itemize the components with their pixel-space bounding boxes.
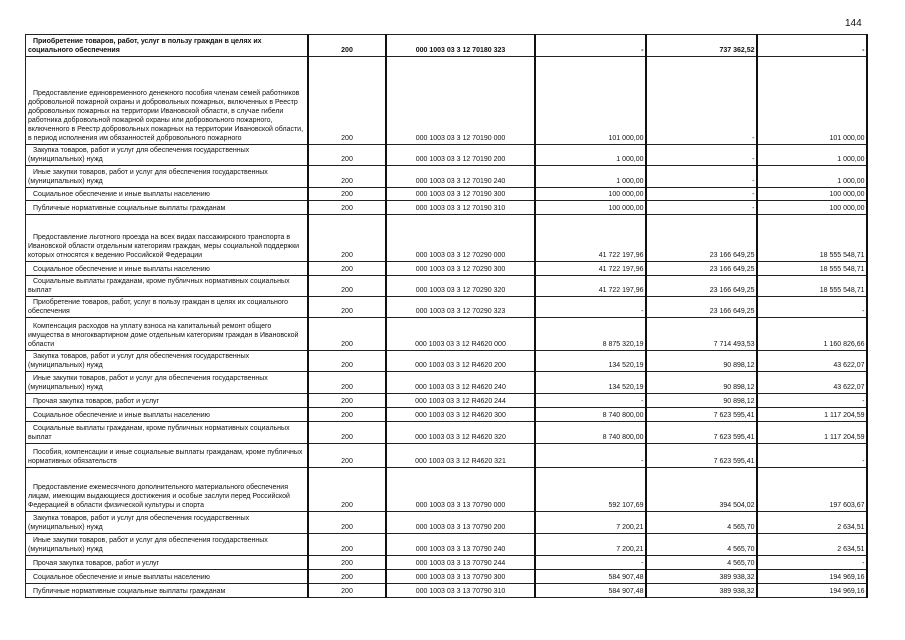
- row-approved: 134 520,19: [535, 372, 646, 394]
- row-budget-code: 000 1003 03 3 13 70790 310: [386, 584, 535, 598]
- row-description: Иные закупки товаров, работ и услуг для обеспечения государственных (муниципальных) нужд: [26, 166, 308, 188]
- row-unexecuted: 18 555 548,71: [757, 262, 867, 276]
- row-approved: 1 000,00: [535, 145, 646, 166]
- row-executed: 90 898,12: [646, 372, 757, 394]
- row-unexecuted: -: [757, 394, 867, 408]
- budget-table: [25, 34, 868, 598]
- row-line-code: 200: [308, 201, 386, 215]
- row-line-code: 200: [308, 276, 386, 297]
- row-line-code: 200: [308, 35, 386, 57]
- row-description: Прочая закупка товаров, работ и услуг: [26, 394, 308, 408]
- row-approved: 584 907,48: [535, 584, 646, 598]
- row-line-code: 200: [308, 145, 386, 166]
- table-row: [26, 570, 867, 584]
- row-line-code: 200: [308, 351, 386, 372]
- row-unexecuted: 43 622,07: [757, 351, 867, 372]
- table-row: [26, 276, 867, 297]
- row-description: Социальное обеспечение и иные выплаты населению: [26, 570, 308, 584]
- row-budget-code: 000 1003 03 3 12 70190 310: [386, 201, 535, 215]
- row-executed: 4 565,70: [646, 534, 757, 556]
- row-approved: 100 000,00: [535, 201, 646, 215]
- row-unexecuted: 194 969,16: [757, 584, 867, 598]
- table-row: [26, 201, 867, 215]
- row-unexecuted: 2 634,51: [757, 512, 867, 534]
- row-unexecuted: 194 969,16: [757, 570, 867, 584]
- row-line-code: 200: [308, 262, 386, 276]
- row-description: Предоставление ежемесячного дополнительного материального обеспечения лицам, имеющим выдающиеся достижения и особые заслуги перед Российской Федерацией в области физической культуры и спорта: [26, 468, 308, 512]
- row-budget-code: 000 1003 03 3 12 R4620 244: [386, 394, 535, 408]
- table-row: [26, 188, 867, 201]
- row-description: Предоставление единовременного денежного пособия членам семей работников добровольной пожарной охраны и добровольных пожарных, включенных в Реестр добровольных пожарных на территории Ивановской области, в случае гибели работника добровольной пожарной охраны или добровольного пожарного, включенного в Реестр добровольных пожарных на территории Ивановской области, в период исполнения им обязанностей добровольного пожарного: [26, 57, 308, 145]
- row-approved: -: [535, 444, 646, 468]
- row-executed: 23 166 649,25: [646, 215, 757, 262]
- row-description: Социальное обеспечение и иные выплаты населению: [26, 188, 308, 201]
- row-budget-code: 000 1003 03 3 12 R4620 200: [386, 351, 535, 372]
- table-row: [26, 372, 867, 394]
- row-unexecuted: 1 117 204,59: [757, 422, 867, 444]
- row-executed: 7 623 595,41: [646, 408, 757, 422]
- row-budget-code: 000 1003 03 3 12 R4620 000: [386, 318, 535, 351]
- row-line-code: 200: [308, 318, 386, 351]
- row-executed: 23 166 649,25: [646, 262, 757, 276]
- row-description: Социальные выплаты гражданам, кроме публичных нормативных социальных выплат: [26, 422, 308, 444]
- table-row: [26, 534, 867, 556]
- row-unexecuted: -: [757, 444, 867, 468]
- row-line-code: 200: [308, 512, 386, 534]
- row-approved: -: [535, 297, 646, 318]
- table-row: [26, 318, 867, 351]
- row-description: Приобретение товаров, работ, услуг в пользу граждан в целях их социального обеспечения: [26, 297, 308, 318]
- table-row: [26, 145, 867, 166]
- row-executed: -: [646, 188, 757, 201]
- row-approved: 1 000,00: [535, 166, 646, 188]
- row-approved: -: [535, 394, 646, 408]
- row-description: Приобретение товаров, работ, услуг в пользу граждан в целях их социального обеспечения: [26, 35, 308, 57]
- row-executed: 389 938,32: [646, 584, 757, 598]
- row-unexecuted: -: [757, 556, 867, 570]
- row-approved: 41 722 197,96: [535, 276, 646, 297]
- row-line-code: 200: [308, 394, 386, 408]
- row-line-code: 200: [308, 215, 386, 262]
- row-unexecuted: 18 555 548,71: [757, 215, 867, 262]
- table-row: [26, 444, 867, 468]
- row-budget-code: 000 1003 03 3 13 70790 300: [386, 570, 535, 584]
- row-description: Публичные нормативные социальные выплаты гражданам: [26, 201, 308, 215]
- row-description: Закупка товаров, работ и услуг для обеспечения государственных (муниципальных) нужд: [26, 145, 308, 166]
- row-approved: 584 907,48: [535, 570, 646, 584]
- row-executed: 389 938,32: [646, 570, 757, 584]
- row-executed: 90 898,12: [646, 351, 757, 372]
- row-executed: 23 166 649,25: [646, 297, 757, 318]
- row-budget-code: 000 1003 03 3 12 70290 323: [386, 297, 535, 318]
- row-approved: 41 722 197,96: [535, 262, 646, 276]
- row-line-code: 200: [308, 166, 386, 188]
- row-description: Иные закупки товаров, работ и услуг для обеспечения государственных (муниципальных) нужд: [26, 534, 308, 556]
- row-line-code: 200: [308, 372, 386, 394]
- row-unexecuted: 1 160 826,66: [757, 318, 867, 351]
- table-row: [26, 512, 867, 534]
- row-executed: -: [646, 201, 757, 215]
- table-row: [26, 422, 867, 444]
- row-approved: -: [535, 556, 646, 570]
- row-budget-code: 000 1003 03 3 12 R4620 240: [386, 372, 535, 394]
- table-row: [26, 215, 867, 262]
- row-line-code: 200: [308, 422, 386, 444]
- table-row: [26, 166, 867, 188]
- row-budget-code: 000 1003 03 3 12 R4620 320: [386, 422, 535, 444]
- row-approved: 134 520,19: [535, 351, 646, 372]
- row-line-code: 200: [308, 534, 386, 556]
- table-row: [26, 394, 867, 408]
- row-approved: 8 875 320,19: [535, 318, 646, 351]
- row-budget-code: 000 1003 03 3 13 70790 244: [386, 556, 535, 570]
- table-row: [26, 262, 867, 276]
- row-approved: 101 000,00: [535, 57, 646, 145]
- row-budget-code: 000 1003 03 3 12 70190 200: [386, 145, 535, 166]
- row-line-code: 200: [308, 584, 386, 598]
- row-line-code: 200: [308, 57, 386, 145]
- row-approved: 41 722 197,96: [535, 215, 646, 262]
- row-approved: -: [535, 35, 646, 57]
- row-description: Социальные выплаты гражданам, кроме публичных нормативных социальных выплат: [26, 276, 308, 297]
- table-row: [26, 351, 867, 372]
- row-unexecuted: 1 000,00: [757, 166, 867, 188]
- row-budget-code: 000 1003 03 3 12 70190 300: [386, 188, 535, 201]
- row-description: Компенсация расходов на уплату взноса на капитальный ремонт общего имущества в многоквартирном доме отдельным категориям граждан в Ивановской области: [26, 318, 308, 351]
- row-line-code: 200: [308, 468, 386, 512]
- row-unexecuted: 101 000,00: [757, 57, 867, 145]
- table-row: [26, 35, 867, 57]
- row-executed: 4 565,70: [646, 512, 757, 534]
- row-budget-code: 000 1003 03 3 12 70290 000: [386, 215, 535, 262]
- row-budget-code: 000 1003 03 3 12 70190 240: [386, 166, 535, 188]
- row-budget-code: 000 1003 03 3 13 70790 200: [386, 512, 535, 534]
- row-description: Социальное обеспечение и иные выплаты населению: [26, 262, 308, 276]
- row-executed: 394 504,02: [646, 468, 757, 512]
- row-unexecuted: 1 117 204,59: [757, 408, 867, 422]
- row-executed: -: [646, 57, 757, 145]
- row-approved: 7 200,21: [535, 512, 646, 534]
- row-executed: 737 362,52: [646, 35, 757, 57]
- row-approved: 592 107,69: [535, 468, 646, 512]
- row-unexecuted: 43 622,07: [757, 372, 867, 394]
- page-number: 144: [845, 18, 862, 29]
- row-unexecuted: 18 555 548,71: [757, 276, 867, 297]
- row-approved: 100 000,00: [535, 188, 646, 201]
- row-description: Социальное обеспечение и иные выплаты населению: [26, 408, 308, 422]
- row-executed: 7 714 493,53: [646, 318, 757, 351]
- row-budget-code: 000 1003 03 3 12 70180 323: [386, 35, 535, 57]
- row-approved: 8 740 800,00: [535, 408, 646, 422]
- row-description: Пособия, компенсации и иные социальные выплаты гражданам, кроме публичных нормативных обязательств: [26, 444, 308, 468]
- table-row: [26, 584, 867, 598]
- row-unexecuted: 1 000,00: [757, 145, 867, 166]
- row-approved: 8 740 800,00: [535, 422, 646, 444]
- table-row: [26, 556, 867, 570]
- row-description: Иные закупки товаров, работ и услуг для обеспечения государственных (муниципальных) нужд: [26, 372, 308, 394]
- row-budget-code: 000 1003 03 3 13 70790 240: [386, 534, 535, 556]
- row-unexecuted: -: [757, 35, 867, 57]
- row-line-code: 200: [308, 188, 386, 201]
- row-budget-code: 000 1003 03 3 12 R4620 300: [386, 408, 535, 422]
- table-row: [26, 468, 867, 512]
- table-row: [26, 57, 867, 145]
- row-executed: 7 623 595,41: [646, 444, 757, 468]
- row-executed: -: [646, 166, 757, 188]
- row-budget-code: 000 1003 03 3 13 70790 000: [386, 468, 535, 512]
- table-row: [26, 297, 867, 318]
- row-unexecuted: 197 603,67: [757, 468, 867, 512]
- row-description: Публичные нормативные социальные выплаты гражданам: [26, 584, 308, 598]
- row-description: Закупка товаров, работ и услуг для обеспечения государственных (муниципальных) нужд: [26, 351, 308, 372]
- row-executed: 4 565,70: [646, 556, 757, 570]
- row-line-code: 200: [308, 408, 386, 422]
- row-budget-code: 000 1003 03 3 12 70290 320: [386, 276, 535, 297]
- row-unexecuted: 100 000,00: [757, 201, 867, 215]
- row-executed: 23 166 649,25: [646, 276, 757, 297]
- row-unexecuted: -: [757, 297, 867, 318]
- row-executed: 90 898,12: [646, 394, 757, 408]
- row-description: Предоставление льготного проезда на всех видах пассажирского транспорта в Ивановской области отдельным категориям граждан, меры социальной поддержки которых относятся к ведению Российской Федерации: [26, 215, 308, 262]
- row-line-code: 200: [308, 297, 386, 318]
- row-line-code: 200: [308, 570, 386, 584]
- row-executed: 7 623 595,41: [646, 422, 757, 444]
- table-row: [26, 408, 867, 422]
- row-description: Закупка товаров, работ и услуг для обеспечения государственных (муниципальных) нужд: [26, 512, 308, 534]
- row-budget-code: 000 1003 03 3 12 70290 300: [386, 262, 535, 276]
- row-description: Прочая закупка товаров, работ и услуг: [26, 556, 308, 570]
- row-budget-code: 000 1003 03 3 12 70190 000: [386, 57, 535, 145]
- row-line-code: 200: [308, 444, 386, 468]
- row-budget-code: 000 1003 03 3 12 R4620 321: [386, 444, 535, 468]
- row-unexecuted: 100 000,00: [757, 188, 867, 201]
- row-approved: 7 200,21: [535, 534, 646, 556]
- row-executed: -: [646, 145, 757, 166]
- row-line-code: 200: [308, 556, 386, 570]
- row-unexecuted: 2 634,51: [757, 534, 867, 556]
